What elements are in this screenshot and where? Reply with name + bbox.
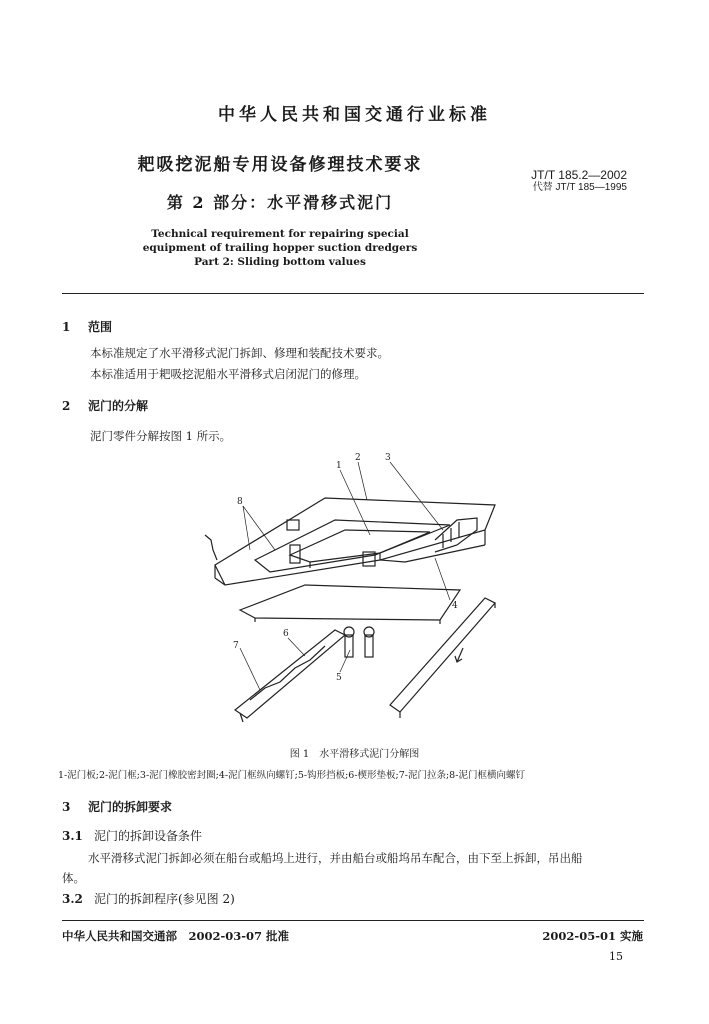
section-1-number: 1: [62, 320, 71, 334]
section-3-heading: [62, 798, 172, 815]
english-title-line-2: equipment of trailing hopper suction dredgers: [142, 242, 418, 254]
figure-label-7: 7: [233, 641, 239, 651]
figure-1-legend: 1-泥门板;2-泥门框;3-泥门橡胶密封圈;4-泥门框纵向螺钉;5-钩形挡板;6-楔形垫板;7-泥门拉条;8-泥门框横向螺钉: [58, 770, 525, 781]
standard-category: 中华人民共和国交通行业标准: [218, 105, 491, 125]
section-3-1-para-line-1: 水平滑移式泥门拆卸必须在船台或船坞上进行，并由船台或船坞吊车配合，由下至上拆卸，吊出船: [88, 851, 583, 865]
page-number: 15: [609, 950, 623, 963]
wedge-plate: [250, 646, 325, 700]
section-1-heading: [62, 318, 112, 335]
figure-label-5: 5: [336, 673, 342, 683]
section-2-number: 2: [62, 399, 71, 413]
lower-plate: [240, 585, 460, 620]
section-3-2-number: 3.2: [62, 892, 83, 906]
section-3-title: 泥门的拆卸要求: [88, 800, 173, 814]
frame-bracket-left: [287, 520, 299, 530]
document-title: 耙吸挖泥船专用设备修理技术要求: [137, 155, 423, 175]
hook-baffle-1: [345, 635, 353, 657]
section-3-1-para-line-2: 体。: [62, 871, 85, 885]
pull-bar-right: [390, 598, 495, 712]
header-divider: [62, 293, 644, 294]
section-1-para-2: 本标准适用于耙吸挖泥船水平滑移式启闭泥门的修理。: [90, 367, 366, 381]
hydraulic-line: [205, 535, 217, 560]
section-3-number: 3: [62, 800, 71, 814]
section-1-title: 范围: [88, 320, 113, 334]
hook-baffle-2: [365, 635, 373, 657]
standard-code-block: [531, 168, 627, 194]
standard-code: JT/T 185.2—2002: [531, 168, 627, 182]
figure-1-exploded-view: [195, 450, 525, 740]
section-1-para-1: 本标准规定了水平滑移式泥门拆卸、修理和装配技术要求。: [90, 346, 389, 360]
figure-label-1: 1: [336, 461, 342, 471]
section-3-1-title: 泥门的拆卸设备条件: [94, 829, 203, 843]
figure-label-4: 4: [452, 601, 458, 611]
door-frame-outline: [215, 498, 495, 585]
effective-date: 2002-05-01 实施: [542, 929, 643, 943]
english-title-line-3: Part 2: Sliding bottom values: [194, 256, 366, 268]
replaces-code: 代替 JT/T 185—1995: [532, 182, 627, 193]
figure-label-8: 8: [237, 497, 243, 507]
figure-label-2: 2: [355, 453, 361, 463]
section-2-title: 泥门的分解: [88, 399, 149, 413]
footer-divider: [62, 920, 644, 921]
figure-label-3: 3: [385, 453, 391, 463]
figure-label-6: 6: [283, 629, 289, 639]
section-3-2-title: 泥门的拆卸程序(参见图 2): [94, 892, 235, 906]
approval-info: 中华人民共和国交通部 2002-03-07 批准: [62, 929, 290, 943]
document-subtitle: 第 2 部分：水平滑移式泥门: [166, 193, 394, 212]
section-3-1-number: 3.1: [62, 829, 83, 843]
section-3-2-heading: [62, 890, 235, 907]
rubber-seal: [435, 518, 477, 552]
figure-1-caption: 图 1 水平滑移式泥门分解图: [289, 749, 420, 760]
section-2-para-1: 泥门零件分解按图 1 所示。: [90, 429, 232, 443]
english-title-line-1: Technical requirement for repairing special: [151, 228, 409, 240]
pull-bar-left: [235, 630, 345, 718]
section-2-heading: [62, 397, 148, 414]
section-3-1-heading: [62, 827, 202, 844]
